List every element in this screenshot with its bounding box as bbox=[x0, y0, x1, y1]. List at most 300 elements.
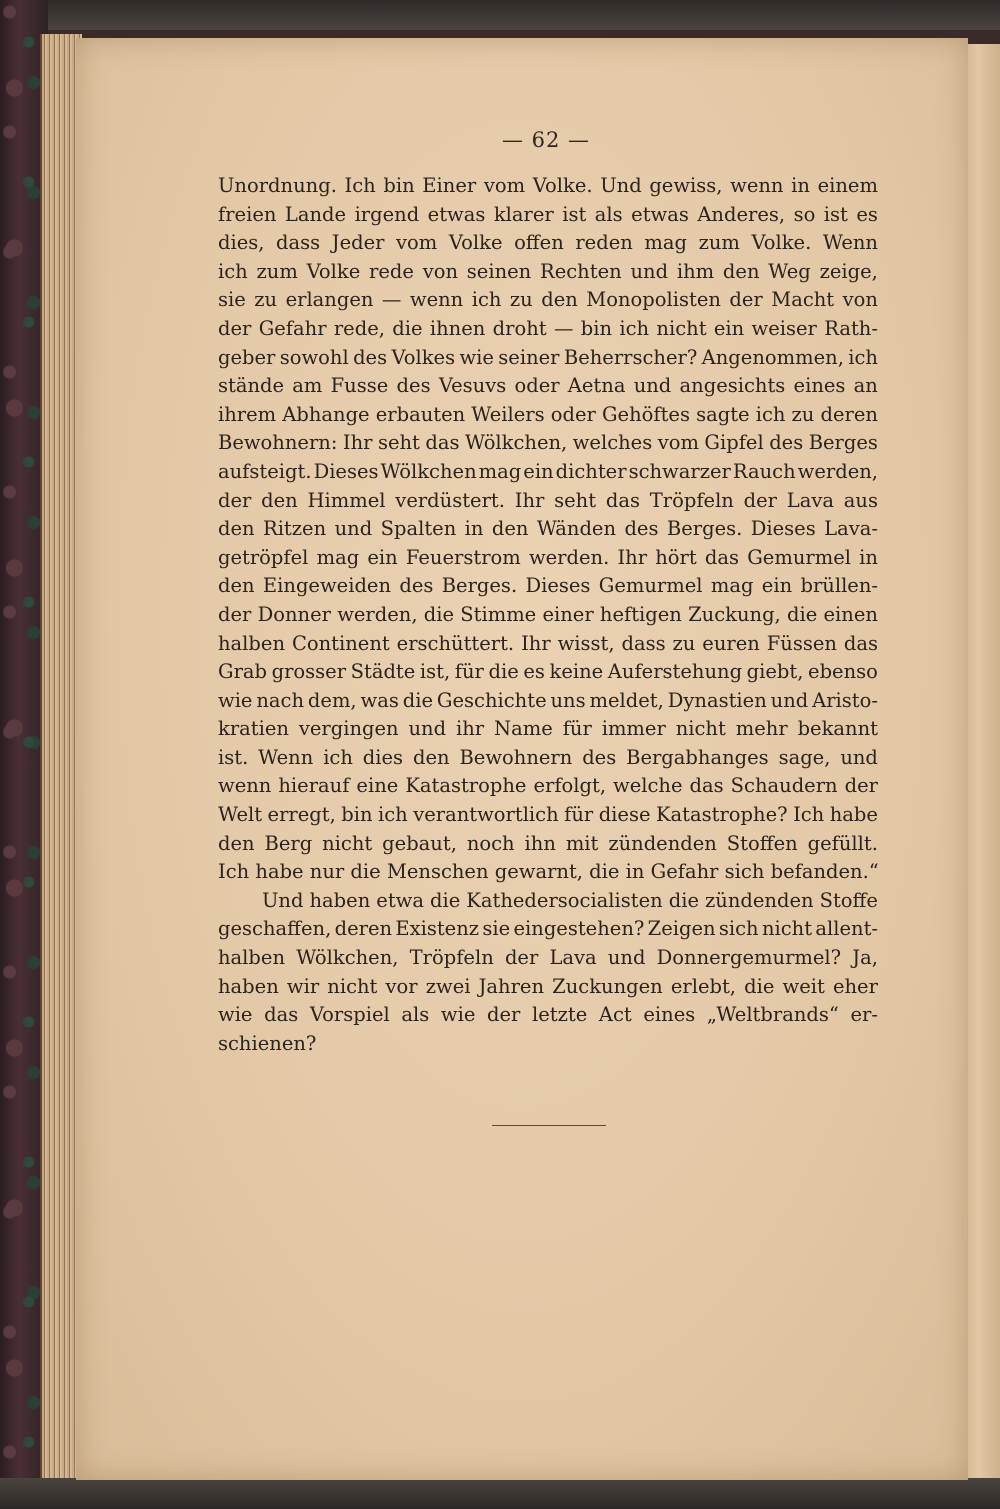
text-line bbox=[218, 744, 878, 773]
word: Bewohnern: bbox=[218, 431, 338, 455]
text-line: Ich habe nur die Menschen gewarnt, die in Gefahr sich befanden.“ bbox=[218, 860, 879, 884]
word: aufsteigt. bbox=[218, 459, 312, 483]
word: Gemurmel bbox=[598, 574, 703, 598]
word: Weilers bbox=[471, 402, 545, 426]
word: wenn bbox=[218, 774, 272, 798]
word: Donner bbox=[257, 602, 331, 626]
word: mit bbox=[565, 831, 599, 855]
word: ich bbox=[378, 803, 408, 827]
word: vom bbox=[657, 431, 699, 455]
word: Continent bbox=[291, 631, 390, 655]
word: Katastrophe bbox=[405, 774, 527, 798]
word: und bbox=[633, 374, 672, 398]
text-line bbox=[218, 973, 878, 1002]
word: eines bbox=[643, 1003, 696, 1027]
word: sie bbox=[482, 917, 511, 941]
word: der bbox=[729, 288, 763, 312]
word: das bbox=[425, 431, 460, 455]
text-line bbox=[218, 172, 878, 201]
word: von bbox=[842, 288, 878, 312]
word: ich bbox=[848, 345, 878, 369]
word: einen bbox=[823, 602, 878, 626]
word: ich bbox=[755, 402, 786, 426]
word: Gemurmel bbox=[747, 545, 851, 569]
word: irgend bbox=[354, 202, 420, 226]
word: es bbox=[856, 202, 878, 226]
word: und bbox=[408, 717, 447, 741]
text-line bbox=[218, 458, 878, 487]
word: dass bbox=[276, 231, 321, 255]
word: weiser bbox=[751, 316, 817, 340]
word: ein bbox=[367, 545, 398, 569]
word: was bbox=[360, 688, 399, 712]
word: Geschichte bbox=[436, 688, 547, 712]
word: zu bbox=[254, 288, 278, 312]
word: Existenz bbox=[395, 917, 480, 941]
word: brüllen- bbox=[800, 574, 878, 598]
word: Macht bbox=[771, 288, 835, 312]
word: in bbox=[791, 174, 810, 197]
word: einer bbox=[542, 602, 594, 626]
text-line bbox=[218, 344, 878, 373]
text-line bbox=[218, 830, 878, 859]
text-line bbox=[218, 687, 878, 716]
text-line bbox=[218, 401, 878, 430]
word: und bbox=[630, 259, 669, 283]
word: der bbox=[218, 602, 252, 626]
word: Städte bbox=[350, 660, 416, 684]
word: gebaut, bbox=[382, 831, 457, 855]
word: den bbox=[722, 259, 760, 283]
word: immer bbox=[601, 717, 666, 741]
word: Stoffen bbox=[726, 831, 798, 855]
word: einem bbox=[817, 174, 878, 197]
word: oder bbox=[514, 374, 560, 398]
word: Wenn bbox=[822, 231, 878, 255]
word: „Weltbrands“ bbox=[706, 1003, 839, 1027]
word: hört bbox=[655, 545, 697, 569]
word: wenn bbox=[409, 288, 464, 312]
book-cover-top bbox=[0, 0, 1000, 30]
word: nicht bbox=[322, 831, 373, 855]
word: Berges. bbox=[441, 574, 518, 598]
word: ebenso bbox=[808, 660, 878, 684]
word: am bbox=[292, 374, 323, 398]
word: ein bbox=[713, 316, 745, 340]
word: vom bbox=[396, 231, 438, 255]
text-line bbox=[218, 630, 878, 659]
word: werden, bbox=[797, 459, 878, 483]
word: Gipfel bbox=[704, 431, 764, 455]
word: Feuerstrom bbox=[405, 545, 521, 569]
word: Und bbox=[600, 174, 642, 197]
word: Bewohnern bbox=[459, 745, 573, 769]
word: habe bbox=[829, 803, 878, 827]
word: des bbox=[396, 374, 431, 398]
word: Und bbox=[262, 888, 304, 912]
word: seinen bbox=[466, 259, 532, 283]
word: zum bbox=[698, 231, 740, 255]
word: Berges. bbox=[666, 517, 743, 541]
word: eines bbox=[793, 374, 846, 398]
word: mag bbox=[316, 545, 360, 569]
word: eine bbox=[356, 774, 399, 798]
word: Ich bbox=[793, 803, 825, 827]
word: Lande bbox=[284, 202, 347, 226]
word: aus bbox=[843, 488, 878, 512]
word: Act bbox=[598, 1003, 632, 1027]
word: eher bbox=[832, 974, 878, 998]
word: eingestehen? bbox=[513, 917, 645, 941]
word: Tröpfeln bbox=[649, 488, 734, 512]
word: Wölkchen, bbox=[296, 946, 399, 970]
word: werden, bbox=[337, 602, 418, 626]
word: den bbox=[491, 517, 529, 541]
body-text bbox=[218, 172, 878, 1058]
word: wenn bbox=[730, 174, 784, 197]
word: ist bbox=[823, 202, 848, 226]
word: zwei bbox=[425, 974, 471, 998]
word: ich bbox=[619, 316, 650, 340]
word: die bbox=[668, 888, 699, 912]
word: ihrem bbox=[218, 402, 277, 426]
word: die bbox=[402, 688, 434, 712]
word: in bbox=[859, 545, 878, 569]
word: des bbox=[624, 517, 659, 541]
text-line bbox=[218, 601, 878, 630]
word: als bbox=[401, 1003, 430, 1027]
word: noch bbox=[466, 831, 515, 855]
word: den bbox=[261, 488, 298, 512]
word: Bergabhanges bbox=[626, 745, 769, 769]
word: Ihr bbox=[342, 431, 373, 455]
word: erfolgt, bbox=[533, 774, 607, 798]
word: von bbox=[422, 259, 459, 283]
word: Einer bbox=[422, 174, 477, 197]
word: geschaffen, bbox=[218, 917, 332, 941]
word: dem, bbox=[307, 688, 357, 712]
word: sowohl bbox=[279, 345, 349, 369]
word: ich bbox=[323, 745, 353, 769]
word: für bbox=[564, 803, 594, 827]
word: Schaudern bbox=[730, 774, 838, 798]
word: erbauten bbox=[375, 402, 466, 426]
word: bekannt bbox=[797, 717, 878, 741]
text-line bbox=[218, 887, 878, 916]
word: Grab bbox=[218, 660, 268, 684]
word: erschüttert. bbox=[396, 631, 515, 655]
word: Donnergemurmel? bbox=[656, 946, 842, 970]
word: für bbox=[562, 717, 592, 741]
word: Ich bbox=[344, 174, 376, 197]
word: etwas bbox=[427, 202, 486, 226]
word: Dieses bbox=[525, 574, 591, 598]
word: Volke. bbox=[532, 174, 593, 197]
word: seht bbox=[554, 488, 597, 512]
word: und bbox=[334, 517, 373, 541]
word: Dieses bbox=[750, 517, 816, 541]
text-line bbox=[218, 201, 878, 230]
word: deren bbox=[820, 402, 878, 426]
word: das bbox=[843, 631, 878, 655]
word: dichter bbox=[555, 459, 627, 483]
word: Zuckungen bbox=[552, 974, 663, 998]
word: haben bbox=[218, 974, 279, 998]
word: Welt bbox=[218, 803, 263, 827]
word: Füssen bbox=[766, 631, 837, 655]
word: uns bbox=[550, 688, 586, 712]
word: keine bbox=[549, 660, 604, 684]
word: Lava- bbox=[824, 517, 878, 541]
word: Tröpfeln bbox=[409, 946, 494, 970]
word: ich bbox=[471, 288, 502, 312]
word: reden bbox=[575, 231, 633, 255]
word: Gehöftes bbox=[601, 402, 690, 426]
word: Aetna bbox=[567, 374, 626, 398]
word: Dynastien bbox=[667, 688, 767, 712]
word: Vorspiel bbox=[309, 1003, 390, 1027]
word: Berges bbox=[808, 431, 878, 455]
text-line bbox=[218, 915, 878, 944]
word: sagte bbox=[696, 402, 750, 426]
text-line bbox=[218, 258, 878, 287]
word: zu bbox=[509, 288, 533, 312]
word: weit bbox=[782, 974, 825, 998]
word: den bbox=[412, 745, 450, 769]
word: welches bbox=[572, 431, 653, 455]
word: erlangen bbox=[285, 288, 374, 312]
text-line bbox=[218, 487, 878, 516]
word: zeige, bbox=[819, 259, 878, 283]
word: das bbox=[689, 774, 724, 798]
text-line: schienen? bbox=[218, 1031, 317, 1055]
word: offen bbox=[514, 231, 564, 255]
word: des bbox=[353, 345, 388, 369]
word: zündenden bbox=[705, 888, 814, 912]
word: dass bbox=[621, 631, 666, 655]
word: Eingeweiden bbox=[262, 574, 392, 598]
word: oder bbox=[550, 402, 596, 426]
word: wisst, bbox=[557, 631, 615, 655]
word: das bbox=[704, 545, 740, 569]
word: dies, bbox=[218, 231, 265, 255]
word: allent- bbox=[815, 917, 878, 941]
text-line bbox=[218, 544, 878, 573]
word: mag bbox=[710, 574, 754, 598]
word: welche bbox=[613, 774, 683, 798]
word: seht bbox=[377, 431, 420, 455]
word: klarer bbox=[493, 202, 554, 226]
word: Himmel bbox=[307, 488, 386, 512]
word: vergingen bbox=[298, 717, 399, 741]
word: die bbox=[423, 602, 455, 626]
word: geber bbox=[218, 345, 276, 369]
word: ein bbox=[761, 574, 793, 598]
section-separator bbox=[492, 1125, 606, 1126]
word: heftigen bbox=[599, 602, 682, 626]
word: deren bbox=[334, 917, 393, 941]
word: und bbox=[840, 745, 878, 769]
word: ihr bbox=[456, 717, 485, 741]
text-line bbox=[218, 429, 878, 458]
word: nach bbox=[256, 688, 305, 712]
word: die bbox=[430, 888, 461, 912]
word: Stimme bbox=[460, 602, 537, 626]
word: ihm bbox=[676, 259, 715, 283]
word: Volke bbox=[448, 231, 503, 255]
word: des bbox=[582, 745, 617, 769]
word: den bbox=[218, 831, 255, 855]
text-line bbox=[218, 772, 878, 801]
word: stände bbox=[218, 374, 285, 398]
word: nicht bbox=[675, 717, 726, 741]
word: etwas bbox=[631, 202, 689, 226]
word: sich bbox=[718, 917, 759, 941]
word: Jahren bbox=[478, 974, 545, 998]
word: den bbox=[218, 517, 255, 541]
word: die bbox=[488, 660, 519, 684]
word: ist bbox=[562, 202, 587, 226]
word: Unordnung. bbox=[218, 174, 337, 197]
word: nicht bbox=[327, 974, 378, 998]
word: halben bbox=[218, 631, 286, 655]
word: euren bbox=[702, 631, 760, 655]
word: und bbox=[770, 688, 809, 712]
word: werden. bbox=[528, 545, 610, 569]
word: rede bbox=[369, 259, 414, 283]
word: Ihr bbox=[514, 488, 545, 512]
word: vor bbox=[385, 974, 418, 998]
word: kratien bbox=[218, 717, 289, 741]
word: Volke. bbox=[751, 231, 812, 255]
word: der bbox=[844, 774, 878, 798]
word: das bbox=[264, 1003, 299, 1027]
word: gewiss, bbox=[649, 174, 723, 197]
word: letzte bbox=[532, 1003, 588, 1027]
word: ich bbox=[218, 259, 248, 283]
word: ihnen bbox=[429, 316, 486, 340]
word: das bbox=[605, 488, 640, 512]
word: Dieses bbox=[313, 459, 379, 483]
word: Monopolisten bbox=[586, 288, 721, 312]
word: Rauch bbox=[732, 459, 796, 483]
word: zu bbox=[791, 402, 815, 426]
word: Abhange bbox=[282, 402, 370, 426]
word: Gefahr bbox=[258, 316, 327, 340]
word: Ja, bbox=[852, 946, 878, 970]
word: in bbox=[464, 517, 484, 541]
word: den bbox=[218, 574, 255, 598]
page-number: — 62 — bbox=[501, 128, 591, 152]
word: gefüllt. bbox=[807, 831, 878, 855]
word: er- bbox=[850, 1003, 878, 1027]
word: nicht bbox=[761, 917, 813, 941]
word: Volkes bbox=[391, 345, 456, 369]
word: Angenommen, bbox=[701, 345, 844, 369]
word: wir bbox=[286, 974, 320, 998]
word: die bbox=[744, 974, 775, 998]
word: erregt, bbox=[267, 803, 336, 827]
word: rede, bbox=[333, 316, 385, 340]
word: nicht bbox=[656, 316, 707, 340]
word: und bbox=[607, 946, 646, 970]
word: Auferstehung bbox=[607, 660, 743, 684]
word: mag bbox=[644, 231, 687, 255]
word: mehr bbox=[735, 717, 788, 741]
word: wie bbox=[218, 1003, 253, 1027]
word: seiner bbox=[498, 345, 560, 369]
word: Katastrophe? bbox=[655, 803, 788, 827]
text-line bbox=[218, 372, 878, 401]
word: giebt, bbox=[746, 660, 804, 684]
word: Anderes, bbox=[697, 202, 786, 226]
word: der bbox=[487, 1003, 521, 1027]
word: freien bbox=[218, 202, 277, 226]
word: ihn bbox=[524, 831, 556, 855]
word: der bbox=[218, 316, 252, 340]
word: sie bbox=[218, 288, 246, 312]
word: Volke bbox=[306, 259, 361, 283]
word: für bbox=[454, 660, 484, 684]
word: den bbox=[541, 288, 578, 312]
word: angesichts bbox=[679, 374, 786, 398]
text-line bbox=[218, 1001, 878, 1030]
word: verdüstert. bbox=[395, 488, 505, 512]
text-line bbox=[218, 801, 878, 830]
word: zündenden bbox=[608, 831, 717, 855]
text-line bbox=[218, 658, 878, 687]
word: Rechten bbox=[540, 259, 622, 283]
word: ein bbox=[523, 459, 554, 483]
word: — bbox=[553, 316, 574, 340]
word: mag bbox=[478, 459, 522, 483]
word: — bbox=[381, 288, 402, 312]
word: ist. bbox=[218, 745, 249, 769]
word: es bbox=[523, 660, 545, 684]
word: die bbox=[787, 602, 818, 626]
word: erlebt, bbox=[670, 974, 736, 998]
word: getröpfel bbox=[218, 545, 309, 569]
word: zum bbox=[256, 259, 298, 283]
word: Lava bbox=[549, 946, 597, 970]
word: Zeigen bbox=[647, 917, 716, 941]
word: halben bbox=[218, 946, 286, 970]
word: wie bbox=[440, 1003, 476, 1027]
book-cover-bottom bbox=[0, 1478, 1000, 1509]
word: wie bbox=[218, 688, 253, 712]
text-line bbox=[218, 715, 878, 744]
word: Ihr bbox=[617, 545, 648, 569]
word: schwarzer bbox=[628, 459, 731, 483]
word: als bbox=[594, 202, 623, 226]
word: grosser bbox=[271, 660, 347, 684]
word: Wölkchen, bbox=[464, 431, 568, 455]
word: verantwortlich bbox=[413, 803, 559, 827]
word: Jeder bbox=[331, 231, 385, 255]
word: der bbox=[743, 488, 778, 512]
word: sage, bbox=[778, 745, 831, 769]
word: Berg bbox=[264, 831, 313, 855]
word: Ritzen bbox=[263, 517, 327, 541]
text-line bbox=[218, 944, 878, 973]
word: die bbox=[392, 316, 423, 340]
word: an bbox=[853, 374, 878, 398]
word: bin bbox=[580, 316, 613, 340]
text-line bbox=[218, 515, 878, 544]
word: Vesuvs bbox=[438, 374, 507, 398]
word: der bbox=[218, 488, 252, 512]
word: wie bbox=[459, 345, 494, 369]
